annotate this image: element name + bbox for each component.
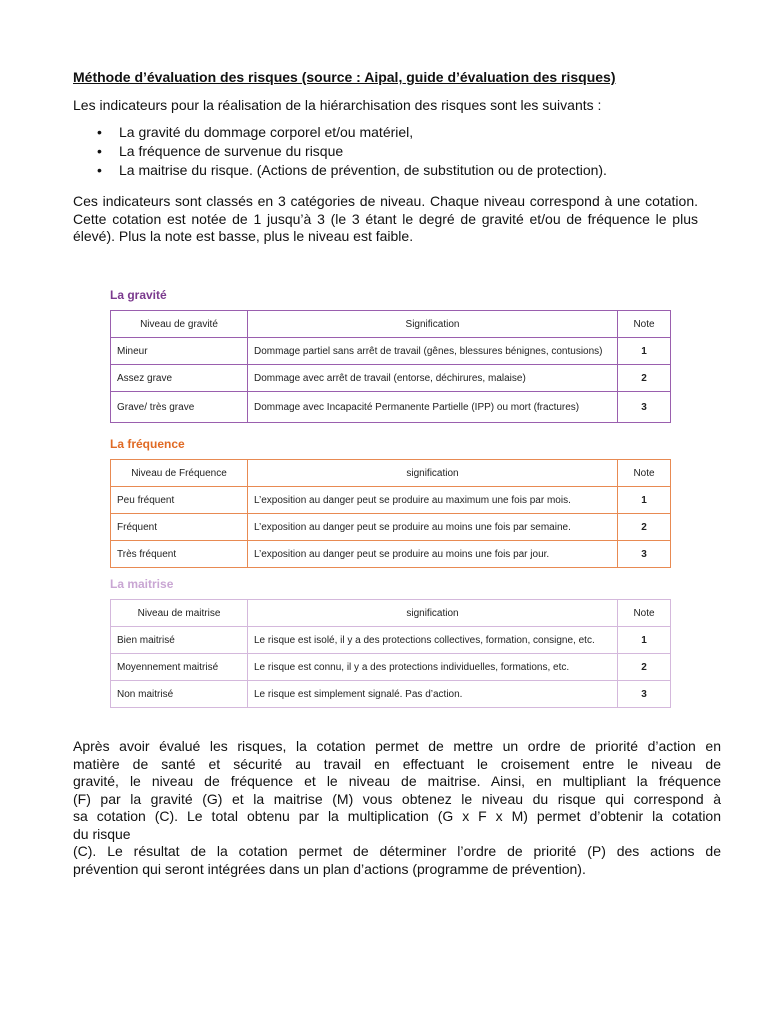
list-item	[73, 143, 607, 162]
table-row	[111, 392, 671, 423]
table-cell: L’exposition au danger peut se produire au maximum une fois par mois.	[248, 487, 618, 514]
table-header: Note	[618, 460, 671, 487]
paragraph-line: sa cotation (C). Le total obtenu par la multiplication (G x F x M) permet d’obtenir la cotation	[73, 808, 721, 824]
table-cell: Le risque est simplement signalé. Pas d’action.	[248, 681, 618, 708]
list-item	[73, 124, 607, 143]
table-header: Signification	[248, 311, 618, 338]
bullet-icon: •	[97, 124, 102, 140]
table-cell: Fréquent	[111, 514, 248, 541]
conclusion-paragraph	[73, 738, 721, 878]
paragraph-line: Après avoir évalué les risques, la cotation permet de mettre un ordre de priorité d’action en	[73, 738, 721, 754]
frequence-title: La fréquence	[110, 437, 185, 451]
table-cell: Peu fréquent	[111, 487, 248, 514]
maitrise-table	[110, 599, 671, 708]
frequence-table	[110, 459, 671, 568]
table-header: signification	[248, 460, 618, 487]
intro-text: Les indicateurs pour la réalisation de la hiérarchisation des risques sont les suivants :	[73, 97, 602, 113]
table-cell: Le risque est connu, il y a des protections individuelles, formations, etc.	[248, 654, 618, 681]
table-cell: L’exposition au danger peut se produire au moins une fois par jour.	[248, 541, 618, 568]
table-cell: 3	[618, 392, 671, 423]
categories-paragraph: Ces indicateurs sont classés en 3 catégories de niveau. Chaque niveau correspond à une cotation. Cette cotation est notée de 1 jusqu’à 3 (le 3 étant le degré de gravité et/ou de fréquence le plus élevé). Plus la note est basse, plus le niveau est faible.	[73, 193, 698, 244]
paragraph-line: gravité, le niveau de fréquence et le niveau de maitrise. Ainsi, en multipliant la fréquence	[73, 773, 721, 789]
table-cell: Le risque est isolé, il y a des protections collectives, formation, consigne, etc.	[248, 627, 618, 654]
paragraph-line: du risque	[73, 825, 131, 842]
table-cell: Moyennement maitrisé	[111, 654, 248, 681]
table-cell: 2	[618, 514, 671, 541]
table-header: Note	[618, 311, 671, 338]
table-cell: 1	[618, 487, 671, 514]
table-row	[111, 514, 671, 541]
table-cell: 1	[618, 627, 671, 654]
table-row	[111, 338, 671, 365]
table-row	[111, 681, 671, 708]
table-cell: Dommage avec Incapacité Permanente Partielle (IPP) ou mort (fractures)	[248, 392, 618, 423]
bullet-icon: •	[97, 162, 102, 178]
list-item-text: La gravité du dommage corporel et/ou matériel,	[119, 124, 414, 140]
table-header: Niveau de gravité	[111, 311, 248, 338]
table-header: Niveau de Fréquence	[111, 460, 248, 487]
table-cell: Bien maitrisé	[111, 627, 248, 654]
paragraph-line: (C). Le résultat de la cotation permet de déterminer l’ordre de priorité (P) des actions de	[73, 843, 721, 859]
table-row	[111, 541, 671, 568]
paragraph-line: matière de santé et sécurité au travail en effectuant le croisement entre le niveau de	[73, 755, 721, 772]
list-item-text: La fréquence de survenue du risque	[119, 143, 344, 159]
paragraph-line: (F) par la gravité (G) et la maitrise (M) vous obtenez le niveau du risque qui correspond à	[73, 790, 721, 807]
table-cell: Assez grave	[111, 365, 248, 392]
table-row	[111, 487, 671, 514]
table-header: Note	[618, 600, 671, 627]
maitrise-title: La maitrise	[110, 577, 174, 591]
table-cell: 3	[618, 681, 671, 708]
list-item	[73, 162, 607, 181]
table-row	[111, 654, 671, 681]
paragraph-line: prévention qui seront intégrées dans un plan d’actions (programme de prévention).	[73, 860, 586, 877]
gravite-table	[110, 310, 671, 423]
table-row	[111, 627, 671, 654]
table-cell: 2	[618, 654, 671, 681]
table-cell: 1	[618, 338, 671, 365]
table-cell: Mineur	[111, 338, 248, 365]
table-row	[111, 365, 671, 392]
table-cell: Dommage partiel sans arrêt de travail (gênes, blessures bénignes, contusions)	[248, 338, 618, 365]
table-header: signification	[248, 600, 618, 627]
indicator-list	[73, 124, 607, 181]
list-item-text: La maitrise du risque. (Actions de prévention, de substitution ou de protection).	[119, 162, 607, 178]
table-cell: Dommage avec arrêt de travail (entorse, déchirures, malaise)	[248, 365, 618, 392]
table-cell: 2	[618, 365, 671, 392]
gravite-section	[110, 288, 656, 423]
gravite-title: La gravité	[110, 288, 167, 302]
table-cell: L’exposition au danger peut se produire au moins une fois par semaine.	[248, 514, 618, 541]
bullet-icon: •	[97, 143, 102, 159]
maitrise-section	[110, 577, 656, 708]
table-cell: 3	[618, 541, 671, 568]
page-title: Méthode d’évaluation des risques (source : Aipal, guide d’évaluation des risques)	[73, 69, 616, 85]
table-cell: Très fréquent	[111, 541, 248, 568]
table-cell: Grave/ très grave	[111, 392, 248, 423]
table-cell: Non maitrisé	[111, 681, 248, 708]
frequence-section	[110, 437, 656, 568]
table-header: Niveau de maitrise	[111, 600, 248, 627]
